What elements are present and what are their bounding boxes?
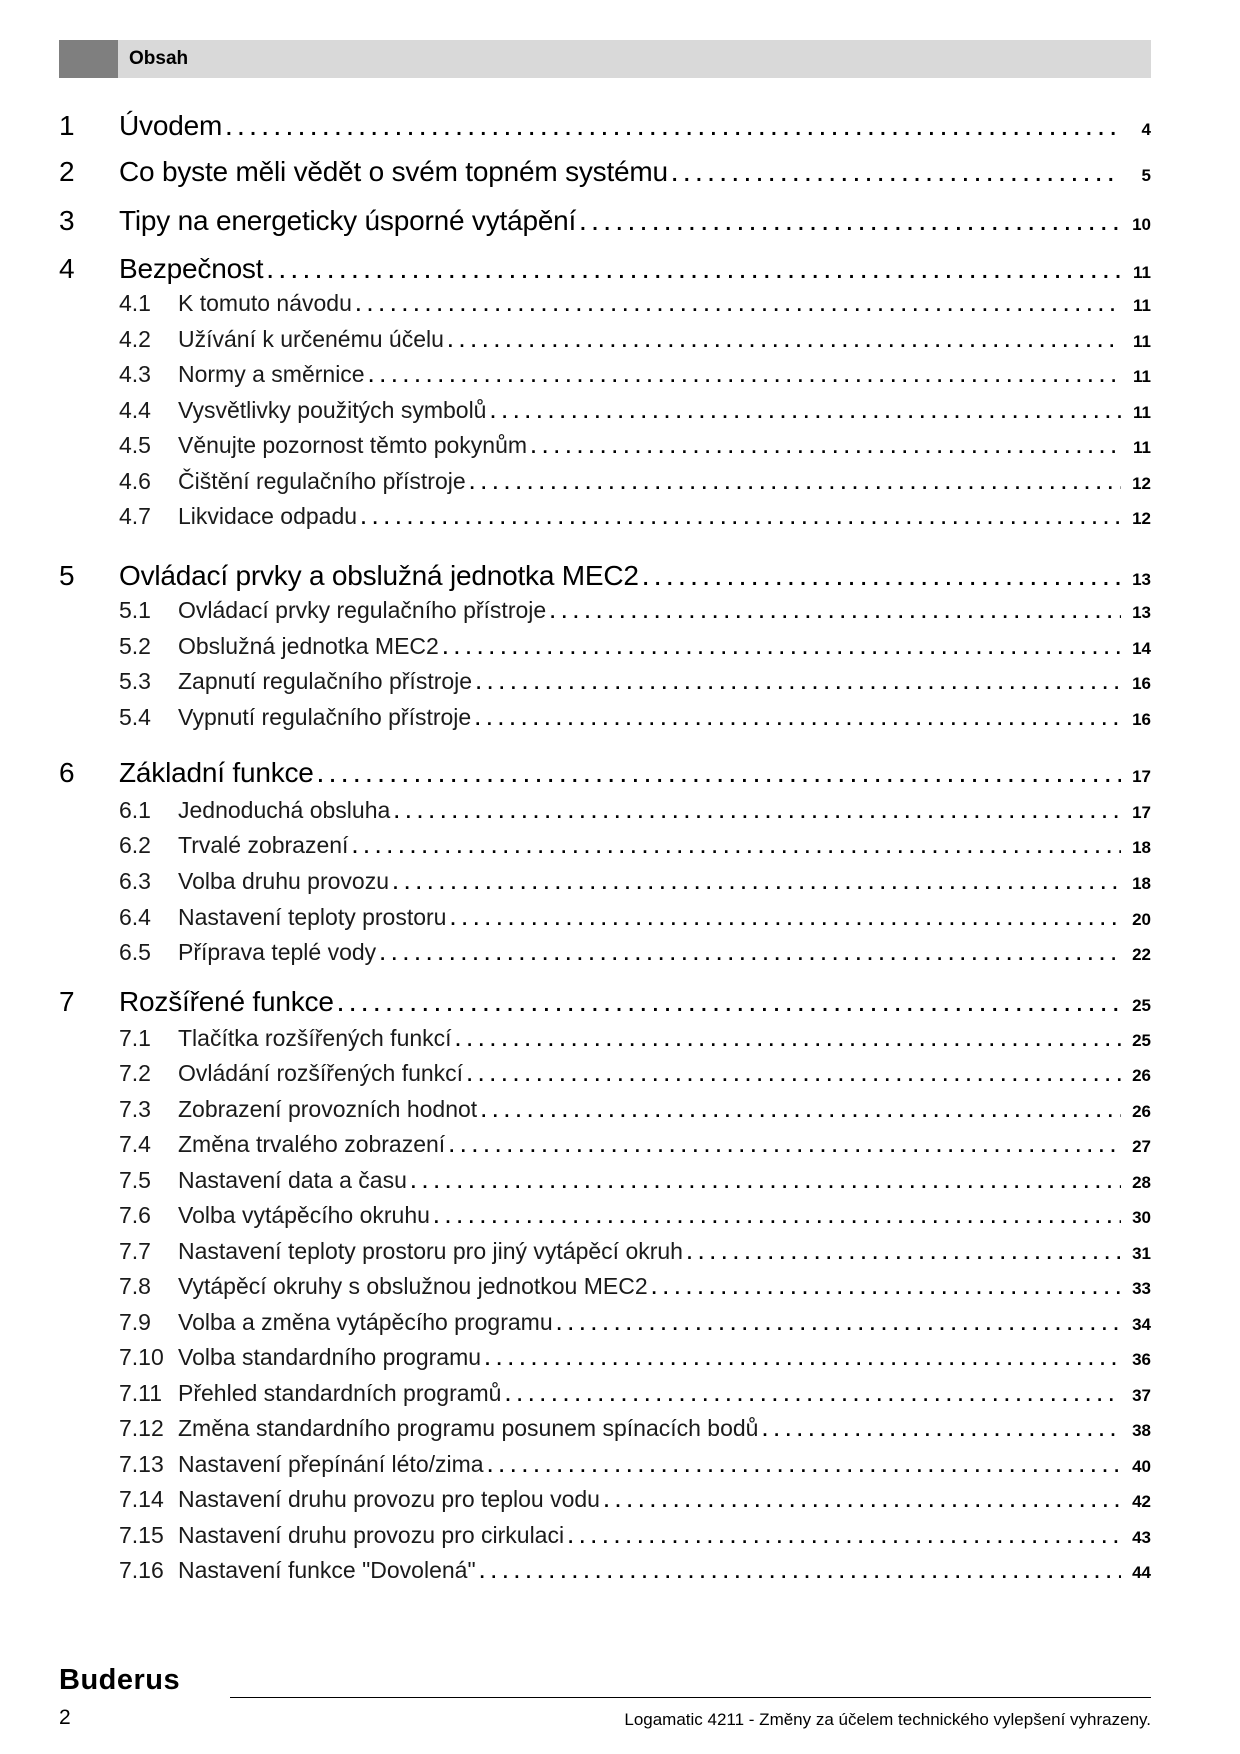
toc-page-number: 36 bbox=[1132, 1350, 1151, 1369]
toc-section-row[interactable] bbox=[119, 1060, 1151, 1087]
toc-number: 4.2 bbox=[119, 326, 151, 352]
toc-page-number: 16 bbox=[1132, 710, 1151, 729]
toc-title: Ovládací prvky regulačního přístroje bbox=[178, 597, 547, 623]
toc-page-number: 28 bbox=[1132, 1173, 1151, 1192]
toc-dot-leader bbox=[480, 1557, 1121, 1584]
toc-dot-leader bbox=[557, 1309, 1121, 1336]
toc-section-row[interactable] bbox=[119, 1131, 1151, 1158]
toc-number: 7.5 bbox=[119, 1167, 151, 1193]
toc-dot-leader bbox=[434, 1202, 1121, 1229]
toc-title: Rozšířené funkce bbox=[119, 986, 334, 1017]
toc-dot-leader bbox=[449, 1131, 1121, 1158]
toc-title: Příprava teplé vody bbox=[178, 939, 377, 965]
toc-number: 6.3 bbox=[119, 868, 151, 894]
toc-title: Zapnutí regulačního přístroje bbox=[178, 668, 473, 694]
toc-section-row[interactable] bbox=[119, 290, 1151, 317]
toc-section-row[interactable] bbox=[119, 832, 1151, 859]
toc-number: 6.4 bbox=[119, 904, 151, 930]
toc-section-row[interactable] bbox=[119, 1486, 1151, 1513]
toc-number: 7.7 bbox=[119, 1238, 151, 1264]
toc-page-number: 16 bbox=[1132, 674, 1151, 693]
toc-title: Věnujte pozornost těmto pokynům bbox=[178, 432, 528, 458]
toc-dot-leader bbox=[580, 205, 1121, 237]
toc-chapter-row[interactable] bbox=[59, 560, 1151, 592]
toc-number: 7.6 bbox=[119, 1202, 151, 1228]
toc-title: Volba vytápěcího okruhu bbox=[178, 1202, 430, 1228]
toc-dot-leader bbox=[456, 1025, 1121, 1052]
toc-page-number: 34 bbox=[1132, 1315, 1151, 1334]
toc-page-number: 37 bbox=[1132, 1386, 1151, 1405]
toc-page-number: 25 bbox=[1132, 1031, 1151, 1050]
toc-title: Nastavení teploty prostoru pro jiný vytápěcí okruh bbox=[178, 1238, 683, 1264]
toc-page-number: 33 bbox=[1132, 1279, 1151, 1298]
toc-title: Vytápěcí okruhy s obslužnou jednotkou MEC2 bbox=[178, 1273, 648, 1299]
toc-title: Nastavení funkce "Dovolená" bbox=[178, 1557, 476, 1583]
toc-dot-leader bbox=[485, 1344, 1121, 1371]
toc-number: 6.5 bbox=[119, 939, 151, 965]
toc-section-row[interactable] bbox=[119, 868, 1151, 895]
toc-dot-leader bbox=[380, 939, 1121, 966]
toc-dot-leader bbox=[361, 503, 1121, 530]
toc-dot-leader bbox=[476, 668, 1121, 695]
toc-page-number: 40 bbox=[1132, 1457, 1151, 1476]
toc-number: 6 bbox=[59, 757, 75, 788]
toc-title: Ovládání rozšířených funkcí bbox=[178, 1060, 464, 1086]
toc-dot-leader bbox=[450, 904, 1121, 931]
toc-page-number: 26 bbox=[1132, 1102, 1151, 1121]
toc-number: 6.1 bbox=[119, 797, 151, 823]
toc-section-row[interactable] bbox=[119, 797, 1151, 824]
toc-dot-leader bbox=[505, 1380, 1121, 1407]
toc-section-row[interactable] bbox=[119, 1202, 1151, 1229]
toc-page-number: 31 bbox=[1132, 1244, 1151, 1263]
toc-page-number: 11 bbox=[1133, 263, 1151, 282]
toc-title: Trvalé zobrazení bbox=[178, 832, 349, 858]
toc-title: Bezpečnost bbox=[119, 253, 264, 284]
toc-chapter-row[interactable] bbox=[59, 253, 1151, 285]
toc-page-number: 18 bbox=[1132, 874, 1151, 893]
toc-title: Užívání k určenému účelu bbox=[178, 326, 444, 352]
toc-page-number: 30 bbox=[1132, 1208, 1151, 1227]
toc-page-number: 20 bbox=[1132, 910, 1151, 929]
toc-section-row[interactable] bbox=[119, 397, 1151, 424]
toc-section-row[interactable] bbox=[119, 1380, 1151, 1407]
toc-dot-leader bbox=[488, 1451, 1121, 1478]
toc-section-row[interactable] bbox=[119, 939, 1151, 966]
toc-dot-leader bbox=[687, 1238, 1121, 1265]
toc-section-row[interactable] bbox=[119, 1025, 1151, 1052]
toc-dot-leader bbox=[448, 326, 1121, 353]
toc-dot-leader bbox=[604, 1486, 1121, 1513]
toc-page-number: 13 bbox=[1132, 570, 1151, 589]
toc-page-number: 38 bbox=[1132, 1421, 1151, 1440]
toc-dot-leader bbox=[550, 597, 1121, 624]
toc-number: 4.1 bbox=[119, 290, 151, 316]
toc-page-number: 17 bbox=[1132, 803, 1151, 822]
toc-number: 7.4 bbox=[119, 1131, 151, 1157]
toc-page-number: 11 bbox=[1133, 367, 1151, 386]
toc-chapter-row[interactable] bbox=[59, 986, 1151, 1018]
toc-title: Co byste měli vědět o svém topném systému bbox=[119, 156, 668, 187]
toc-title: Vysvětlivky použitých symbolů bbox=[178, 397, 487, 423]
toc-dot-leader bbox=[443, 633, 1121, 660]
toc-number: 7.3 bbox=[119, 1096, 151, 1122]
toc-number: 2 bbox=[59, 156, 75, 187]
toc-title: Volba a změna vytápěcího programu bbox=[178, 1309, 553, 1335]
footer-note: Logamatic 4211 - Změny za účelem technického vylepšení vyhrazeny. bbox=[624, 1710, 1151, 1729]
toc-title: Nastavení přepínání léto/zima bbox=[178, 1451, 484, 1477]
toc-section-row[interactable] bbox=[119, 468, 1151, 495]
toc-title: Volba standardního programu bbox=[178, 1344, 482, 1370]
toc-dot-leader bbox=[762, 1415, 1121, 1442]
toc-page-number: 11 bbox=[1133, 296, 1151, 315]
toc-title: Změna standardního programu posunem spínacích bodů bbox=[178, 1415, 759, 1441]
toc-title: Změna trvalého zobrazení bbox=[178, 1131, 446, 1157]
toc-section-row[interactable] bbox=[119, 326, 1151, 353]
toc-page-number: 10 bbox=[1132, 215, 1151, 234]
toc-number: 7.2 bbox=[119, 1060, 151, 1086]
toc-page-number: 18 bbox=[1132, 838, 1151, 857]
toc-chapter-row[interactable] bbox=[59, 757, 1151, 789]
toc-number: 7.8 bbox=[119, 1273, 151, 1299]
toc-section-row[interactable] bbox=[119, 1522, 1151, 1549]
toc-title: Základní funkce bbox=[119, 757, 314, 788]
toc-title: Jednoduchá obsluha bbox=[178, 797, 391, 823]
toc-number: 6.2 bbox=[119, 832, 151, 858]
toc-dot-leader bbox=[394, 797, 1121, 824]
toc-number: 7.14 bbox=[119, 1486, 164, 1512]
toc-page-number: 12 bbox=[1132, 474, 1151, 493]
toc-title: Volba druhu provozu bbox=[178, 868, 389, 894]
toc-title: Ovládací prvky a obslužná jednotka MEC2 bbox=[119, 560, 639, 591]
toc-number: 5.2 bbox=[119, 633, 151, 659]
toc-number: 4.6 bbox=[119, 468, 151, 494]
toc-section-row[interactable] bbox=[119, 668, 1151, 695]
toc-section-row[interactable] bbox=[119, 361, 1151, 388]
toc-number: 5 bbox=[59, 560, 75, 591]
toc-title: Obslužná jednotka MEC2 bbox=[178, 633, 439, 659]
toc-number: 3 bbox=[59, 205, 75, 236]
toc-number: 5.1 bbox=[119, 597, 151, 623]
toc-dot-leader bbox=[369, 361, 1121, 388]
toc-dot-leader bbox=[338, 986, 1121, 1018]
toc-title: Vypnutí regulačního přístroje bbox=[178, 704, 472, 730]
toc-dot-leader bbox=[475, 704, 1121, 731]
toc-number: 1 bbox=[59, 110, 75, 141]
header-marker-block bbox=[59, 40, 118, 78]
toc-page-number: 4 bbox=[1141, 120, 1151, 139]
toc-page-number: 5 bbox=[1141, 166, 1151, 185]
toc-section-row[interactable] bbox=[119, 1238, 1151, 1265]
toc-dot-leader bbox=[672, 156, 1121, 188]
toc-page-number: 17 bbox=[1132, 767, 1151, 786]
toc-number: 4.7 bbox=[119, 503, 151, 529]
toc-number: 4.4 bbox=[119, 397, 151, 423]
toc-dot-leader bbox=[568, 1522, 1121, 1549]
toc-chapter-row[interactable] bbox=[59, 110, 1151, 142]
toc-title: Nastavení druhu provozu pro cirkulaci bbox=[178, 1522, 565, 1548]
toc-dot-leader bbox=[393, 868, 1121, 895]
toc-title: Nastavení druhu provozu pro teplou vodu bbox=[178, 1486, 600, 1512]
toc-number: 7.11 bbox=[119, 1380, 163, 1406]
toc-number: 4.5 bbox=[119, 432, 151, 458]
toc-dot-leader bbox=[226, 110, 1121, 142]
page-number: 2 bbox=[59, 1706, 71, 1729]
toc-section-row[interactable] bbox=[119, 597, 1151, 624]
toc-page-number: 12 bbox=[1132, 509, 1151, 528]
section-header-bar bbox=[59, 40, 1151, 78]
toc-number: 7.1 bbox=[119, 1025, 151, 1051]
toc-title: Tlačítka rozšířených funkcí bbox=[178, 1025, 452, 1051]
toc-section-row[interactable] bbox=[119, 503, 1151, 530]
toc-title: Likvidace odpadu bbox=[178, 503, 358, 529]
toc-number: 7.10 bbox=[119, 1344, 164, 1370]
toc-page-number: 14 bbox=[1132, 639, 1151, 658]
toc-page-number: 13 bbox=[1132, 603, 1151, 622]
toc-page-number: 11 bbox=[1133, 332, 1151, 351]
toc-section-row[interactable] bbox=[119, 432, 1151, 459]
toc-dot-leader bbox=[352, 832, 1121, 859]
toc-number: 7.16 bbox=[119, 1557, 164, 1583]
toc-section-row[interactable] bbox=[119, 633, 1151, 660]
toc-title: Přehled standardních programů bbox=[178, 1380, 502, 1406]
toc-chapter-row[interactable] bbox=[59, 156, 1151, 188]
toc-section-row[interactable] bbox=[119, 1451, 1151, 1478]
toc-section-row[interactable] bbox=[119, 1096, 1151, 1123]
toc-section-row[interactable] bbox=[119, 1344, 1151, 1371]
toc-number: 7.15 bbox=[119, 1522, 164, 1548]
toc-section-row[interactable] bbox=[119, 904, 1151, 931]
toc-dot-leader bbox=[467, 1060, 1121, 1087]
toc-section-row[interactable] bbox=[119, 1273, 1151, 1300]
toc-number: 5.4 bbox=[119, 704, 151, 730]
toc-dot-leader bbox=[411, 1167, 1121, 1194]
toc-page-number: 26 bbox=[1132, 1066, 1151, 1085]
toc-title: Nastavení teploty prostoru bbox=[178, 904, 447, 930]
toc-number: 7.9 bbox=[119, 1309, 151, 1335]
toc-page-number: 11 bbox=[1133, 403, 1151, 422]
toc-number: 7.12 bbox=[119, 1415, 164, 1441]
toc-title: Čištění regulačního přístroje bbox=[178, 468, 466, 494]
toc-number: 7.13 bbox=[119, 1451, 164, 1477]
toc-section-row[interactable] bbox=[119, 1415, 1151, 1442]
section-title: Obsah bbox=[129, 48, 189, 69]
toc-number: 7 bbox=[59, 986, 75, 1017]
toc-title: Úvodem bbox=[119, 110, 223, 141]
toc-dot-leader bbox=[652, 1273, 1121, 1300]
toc-page-number: 43 bbox=[1132, 1528, 1151, 1547]
toc-dot-leader bbox=[490, 397, 1121, 424]
toc-page-number: 25 bbox=[1132, 996, 1151, 1015]
toc-dot-leader bbox=[470, 468, 1121, 495]
toc-page-number: 42 bbox=[1132, 1492, 1151, 1511]
toc-section-row[interactable] bbox=[119, 704, 1151, 731]
footer-divider bbox=[230, 1697, 1151, 1698]
brand-logo: Buderus bbox=[59, 1664, 181, 1696]
toc-page-number: 27 bbox=[1132, 1137, 1151, 1156]
toc-title: K tomuto návodu bbox=[178, 290, 352, 316]
toc-dot-leader bbox=[531, 432, 1121, 459]
toc-number: 5.3 bbox=[119, 668, 151, 694]
toc-dot-leader bbox=[356, 290, 1121, 317]
toc-dot-leader bbox=[481, 1096, 1121, 1123]
toc-title: Zobrazení provozních hodnot bbox=[178, 1096, 478, 1122]
toc-chapter-row[interactable] bbox=[59, 205, 1151, 237]
toc-page-number: 11 bbox=[1133, 438, 1151, 457]
toc-title: Normy a směrnice bbox=[178, 361, 365, 387]
toc-number: 4 bbox=[59, 253, 75, 284]
toc-section-row[interactable] bbox=[119, 1167, 1151, 1194]
toc-title: Tipy na energeticky úsporné vytápění bbox=[119, 205, 577, 236]
toc-page-number: 22 bbox=[1132, 945, 1151, 964]
toc-number: 4.3 bbox=[119, 361, 151, 387]
toc-section-row[interactable] bbox=[119, 1557, 1151, 1584]
toc-page-number: 44 bbox=[1132, 1563, 1151, 1582]
toc-title: Nastavení data a času bbox=[178, 1167, 407, 1193]
toc-dot-leader bbox=[267, 253, 1121, 285]
toc-section-row[interactable] bbox=[119, 1309, 1151, 1336]
toc-dot-leader bbox=[318, 757, 1121, 789]
toc-dot-leader bbox=[643, 560, 1121, 592]
